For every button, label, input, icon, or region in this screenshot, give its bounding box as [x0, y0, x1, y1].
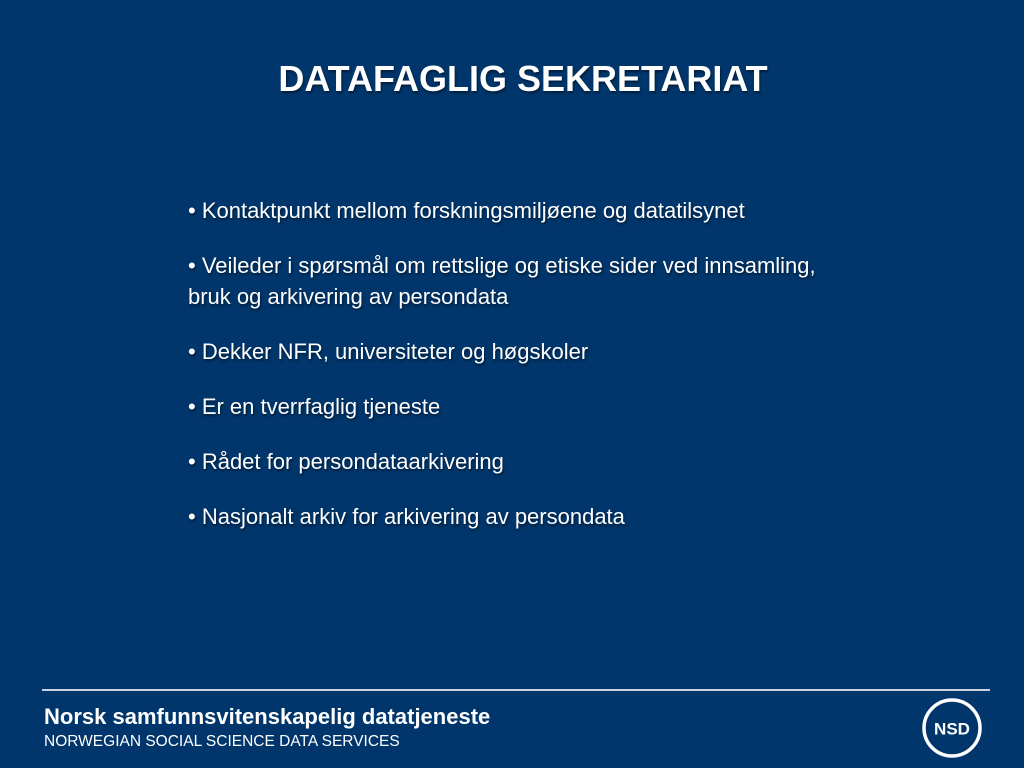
slide-title: DATAFAGLIG SEKRETARIAT	[278, 58, 768, 99]
bullet-item: • Kontaktpunkt mellom forskningsmiljøene og datatilsynet	[188, 198, 745, 223]
bullet-item: • Rådet for persondataarkivering	[188, 449, 504, 474]
footer-org-name: Norsk samfunnsvitenskapelig datatjeneste	[44, 704, 491, 729]
footer-divider	[42, 689, 990, 691]
nsd-logo	[921, 697, 983, 759]
bullet-item: • Nasjonalt arkiv for arkivering av persondata	[188, 504, 625, 529]
nsd-logo-text: NSD	[934, 719, 970, 739]
bullet-item: • Er en tverrfaglig tjeneste	[188, 394, 441, 419]
footer-org-name-english: NORWEGIAN SOCIAL SCIENCE DATA SERVICES	[44, 733, 400, 750]
bullet-item: • Dekker NFR, universiteter og høgskoler	[188, 339, 589, 364]
bullet-list	[188, 195, 848, 556]
bullet-item: • Veileder i spørsmål om rettslige og etiske sider ved innsamling, bruk og arkivering av persondata	[188, 253, 834, 309]
